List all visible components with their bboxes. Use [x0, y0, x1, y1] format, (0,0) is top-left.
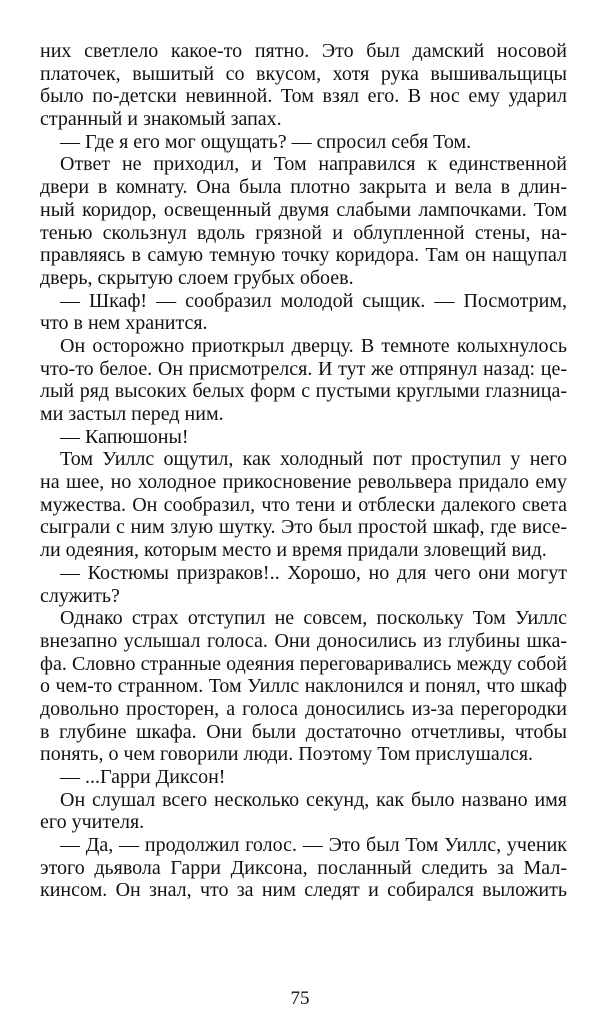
text-line: что-то белое. Он присмотрелся. И тут же отпрянул назад: це- [40, 357, 567, 380]
text-line: платочек, вышитый со вкусом, хотя рука вышивальщицы [40, 62, 567, 85]
text-line: было по-детски невинной. Том взял его. В нос ему ударил [40, 85, 567, 108]
text-line: странный и знакомый запах. [40, 108, 282, 131]
text-line: Однако страх отступил не совсем, поскольку Том Уиллс [60, 607, 567, 630]
text-line: правляясь в самую темную точку коридора. Там он нащупал [40, 244, 567, 267]
text-line: них светлело какое-то пятно. Это был дамский носовой [40, 40, 567, 62]
text-line: служить? [40, 584, 120, 607]
text-line: ли одеяния, которым место и время придали зловещий вид. [40, 539, 547, 562]
text-line: ми застыл перед ним. [40, 403, 224, 425]
text-line: понять, о чем говорили люди. Поэтому Том прислушался. [40, 743, 534, 766]
text-line: кинсом. Он знал, что за ним следят и собирался выложить [40, 879, 567, 902]
text-line: Он осторожно приоткрыл дверцу. В темноте колыхнулось [60, 334, 567, 357]
text-line: сыграли с ним злую шутку. Это был простой шкаф, где висе- [40, 516, 567, 539]
text-line: — Капюшоны! [60, 425, 189, 448]
text-line: тенью скользнул вдоль грязной и облупленной стены, на- [40, 221, 567, 244]
text-line: — Да, — продолжил голос. — Это был Том Уиллс, ученик [60, 834, 567, 857]
text-line: — ...Гарри Диксон! [60, 766, 226, 788]
text-line: в глубине шкафа. Они были достаточно отчетливы, чтобы [40, 720, 567, 743]
text-line: Он слушал всего несколько секунд, как было названо имя [60, 788, 567, 811]
text-line: внезапно услышал голоса. Они доносились из глубины шка- [40, 629, 567, 652]
text-line: его учителя. [40, 811, 145, 834]
text-line: Том Уиллс ощутил, как холодный пот проступил у него [60, 448, 567, 471]
text-line: лый ряд высоких белых форм с пустыми круглыми глазница- [40, 380, 567, 403]
text-line: ный коридор, освещенный двумя слабыми лампочками. Том [40, 198, 567, 221]
text-line: — Шкаф! — сообразил молодой сыщик. — Посмотрим, [60, 289, 567, 312]
text-line: о чем-то странном. Том Уиллс наклонился и понял, что шкаф [40, 675, 567, 698]
page-number: 75 [290, 988, 310, 1009]
text-line: фа. Словно странные одеяния переговаривались между собой [40, 652, 567, 675]
text-line: мужества. Он сообразил, что тени и отблески далекого света [40, 493, 567, 516]
text-line: довольно просторен, а голоса доносились из-за перегородки [40, 697, 567, 720]
text-line: — Костюмы призраков!.. Хорошо, но для чего они могут [60, 561, 567, 584]
text-line: двери в комнату. Она была плотно закрыта и вела в длин- [40, 176, 567, 199]
text-line: — Где я его мог ощущать? — спросил себя Том. [60, 130, 472, 153]
text-line: этого дьявола Гарри Диксона, посланный следить за Мал- [40, 856, 567, 879]
text-line: на шее, но холодное прикосновение револьвера придало ему [40, 471, 567, 494]
text-line: что в нем хранится. [40, 312, 208, 335]
book-page-text [40, 40, 567, 902]
text-line: Ответ не приходил, и Том направился к единственной [60, 153, 567, 176]
text-line: дверь, скрытую слоем грубых обоев. [40, 266, 354, 289]
